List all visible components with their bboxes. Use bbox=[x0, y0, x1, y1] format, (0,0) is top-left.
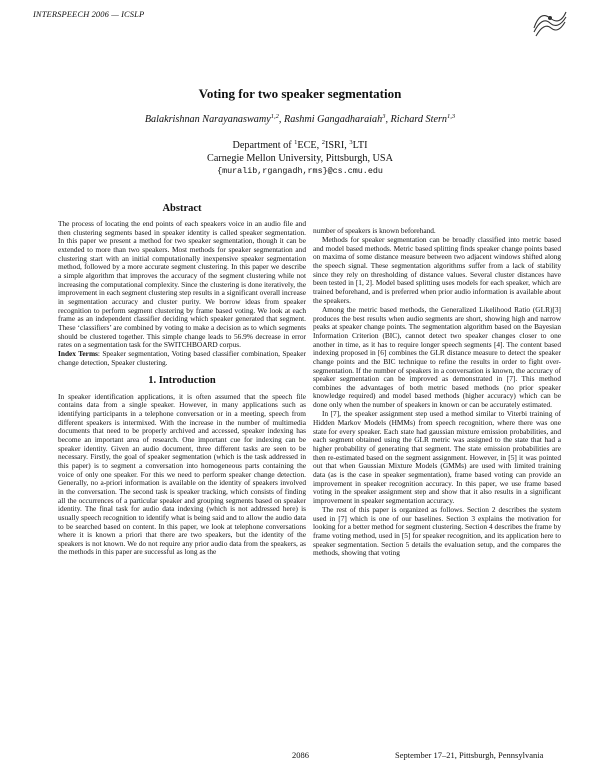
author-emails: {muralib,rgangadh,rms}@cs.cmu.edu bbox=[217, 166, 383, 176]
author-affiliation-mark: 1,3 bbox=[447, 113, 456, 120]
introduction-heading: 1. Introduction bbox=[148, 374, 216, 386]
body-paragraph: In [7], the speaker assignment step used a method similar to Viterbi training of Hidden Markov Models (HMMs) from speech recognition, where there was one state for every speaker. Each state had gaussian mixture emission probabilities, and each segment obtained using the GLR metric was assigned to the state that had a higher probability of generating that segment. The state emission probabilities are then re-estimated based on the segment assignment. However, in [5] it was pointed out that when Gaussian Mixture Models (GMMs) are used with limited training data (as is the case in speaker segmentation), frame based voting can provide an improvement in speaker recognition accuracy. In this paper, we use frame based voting in the speaker assignment step and show that it also results in a significant improvement in speaker segmentation accuracy. bbox=[313, 409, 561, 505]
author-affiliation-mark: 1,2 bbox=[270, 113, 279, 120]
author-name: Richard Stern bbox=[390, 114, 448, 125]
right-column bbox=[313, 227, 561, 558]
body-paragraph: number of speakers is known beforehand. bbox=[313, 226, 436, 235]
university-affiliation: Carnegie Mellon University, Pittsburgh, USA bbox=[207, 153, 393, 164]
body-paragraph: Among the metric based methods, the Generalized Likelihood Ratio (GLR)[3] produces the best results when audio segments are short, showing high and narrow peaks at speaker change points. The segmentation algorithm based on the Bayesian Information Criterion (BIC), cannot detect two speaker changes closer to one another in time, as it has to require longer speech segments [4]. The content based indexing proposed in [6] combines the GLR distance measure to detect the speaker change points and the BIC technique to refine the results in order to fight over-segmentation. If the number of speakers in a conversation is known, the accuracy of speaker segmentation can be improved as demonstrated in [7]. This method combines the advantages of both metric based methods (no prior speaker knowledge required) and model based methods (higher accuracy) which can be done only when the number of speakers in known or can be accurately estimated. bbox=[313, 304, 561, 410]
left-column bbox=[58, 203, 306, 557]
conference-header: INTERSPEECH 2006 — ICSLP bbox=[33, 9, 145, 19]
author-list: Balakrishnan Narayanaswamy$^{1,2}$, Rashmi Gangadharaiah$^3$, Richard Stern$^{1,3}$ bbox=[144, 113, 456, 125]
index-terms: Index Terms: Speaker segmentation, Voting based classifier combination, Speaker change detection, Speaker clustering. bbox=[58, 349, 306, 367]
interspeech-logo-icon bbox=[530, 6, 570, 40]
author-name: Rashmi Gangadharaiah bbox=[283, 114, 383, 125]
conference-date-location: September 17–21, Pittsburgh, Pennsylvania bbox=[395, 750, 544, 760]
abstract-text: The process of locating the end points of each speakers voice in an audio file and then clustering segments based in speaker identity is called speaker segmentation. In this paper we present a method for two speaker segmentation, though it can be extended to more than two speakers. Most methods for speaker segmentation and clustering start with an initial computationally inexpensive speaker segmentation method, followed by a more accurate segment clustering. In this paper we describe a simple algorithm that improves the accuracy of the segment clustering while not increasing the computational complexity. Since the clustering is done iteratively, the improvement in each segment clustering step results in a significant overall increase in segmentation accuracy and cluster purity. We borrow ideas from speaker recognition to perform segment clustering by frame based voting. We look at each frame as an independent classifier deciding which speaker generated that segment. These ‘classifiers’ are combined by voting to make a decision as to which segments should be clustered together. This simple change leads to 56.9% decrease in error rates on a segmentation task for the SWITCHBOARD corpus. bbox=[58, 219, 306, 350]
department-affiliation: Department of $^1$ECE, $^2$ISRI, $^3$LTI bbox=[232, 139, 368, 151]
author-affiliation-mark: 3 bbox=[382, 113, 386, 120]
page-number: 2086 bbox=[292, 750, 309, 760]
body-paragraph: Methods for speaker segmentation can be broadly classified into metric based and model based methods. Metric based splitting finds speaker change points based on maxima of some distance measure between two adjacent windows shifted along the speech signal. These segmentation algorithms suffer from a lack of stability since they rely on thresholding of distance values. Several cluster distances have been tested in [1, 2]. Model based splitting uses models for each speaker, which are trained beforehand, and is preferred when prior audio information is available about the speakers. bbox=[313, 235, 561, 305]
paper-title: Voting for two speaker segmentation bbox=[198, 86, 402, 101]
author-name: Balakrishnan Narayanaswamy bbox=[144, 114, 271, 125]
abstract-heading: Abstract bbox=[162, 203, 202, 214]
body-paragraph: The rest of this paper is organized as follows. Section 2 describes the system used in [7] which is one of our baselines. Section 3 explains the motivation for looking for a better method for segment clustering. Section 4 describes the frame by frame voting method, used in [5] for speaker recognition, and its application here to speaker segmentation. Section 5 details the evaluation setup, and the compares the methods, showing that voting bbox=[313, 505, 561, 558]
introduction-paragraph: In speaker identification applications, it is often assumed that the speech file contains data from a single speaker. However, in many applications such as identifying participants in a telephone conversation or in a meeting, speech from different speakers is intermixed. With the increase in the number of multimedia documents that need to be properly archived and accessed, speaker indexing has become an important area of research. One important cue for indexing can be speaker identity. Given an audio document, three different tasks are seen to be necessary. Firstly, the goal of speaker segmentation (which is the task addressed in this paper) is to segment a conversation into homogeneous parts containing the voice of only one speaker. For this we need to perform speaker change detection. Generally, no a-priori information is available on the identity of speakers involved in the conversation. The second task is speaker tracking, which consists of finding all the occurrences of a particular speaker and grouping segments based on speaker identity. The final task for audio data indexing (which is not addressed here) is usually speech recognition to identify what is being said and to allow the audio data to be searched based on content. In this paper, we look at telephone conversations where it is known a priori that there are two speakers, but the identity of the speakers is not known. We do not require any prior audio data from the speakers, as the methods in this paper are successful as long as the bbox=[58, 391, 306, 557]
